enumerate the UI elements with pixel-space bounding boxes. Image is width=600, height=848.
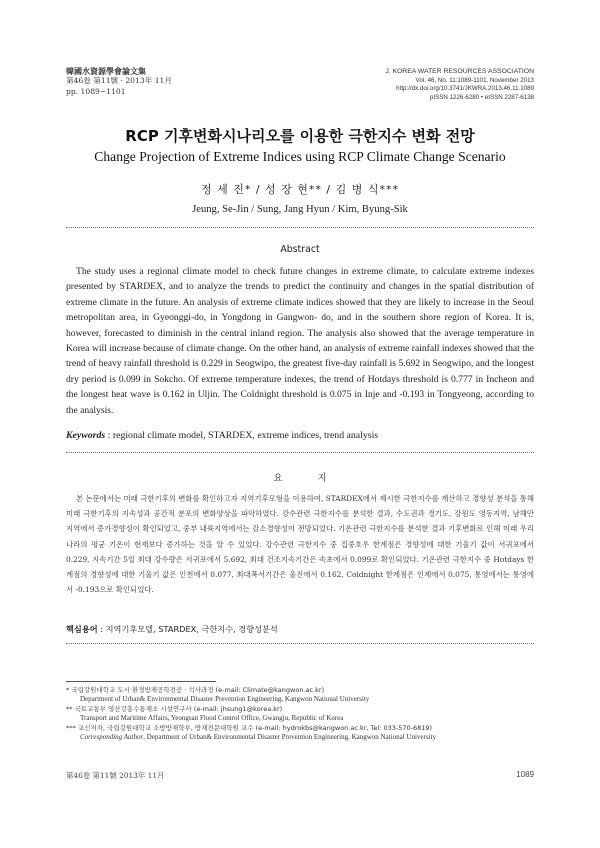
journal-header-right	[385, 68, 534, 102]
footnote-1-ko: * 국립강원대학교 도시·환경방재공학전공 · 석사과정 (e-mail: Climate@kangwon.ac.kr)	[66, 686, 325, 694]
volume-ko: 第46卷 第11號 · 2013年 11月	[66, 76, 172, 86]
keywords-colon: :	[107, 430, 113, 441]
abstract-text: The study uses a regional climate model to check future changes in extreme climate, to calculate extreme indexes presented by STARDEX, and to analyze the trends to predict the continuity and changes in the spatial distribution of extreme climate in the future. An analysis of extreme climate indices showed that they are likely to increase in the Seoul metropolitan area, in Gyeonggi-do, in Yongdong in Gangwon- do, and in the southern shore region of Korea. It is, however, forecasted to diminish in the central inland region. The analysis also showed that the average temperature in Korea will increase because of climate change. On the other hand, an analysis of extreme rainfall indexes showed that the trend of heavy rainfall threshold is 0.229 in Seogwipo, the greatest five-day rainfall is 5.692 in Seogwipo, and the longest dry period is 0.099 in Sokcho. Of extreme temperature indexes, the trend of Hotdays threshold is 0.777 in Incheon and the longest heat wave is 0.162 in Uljin. The Coldnight threshold is 0.075 in Inje and -0.193 in Tongyeong, according to the analysis.	[66, 266, 534, 416]
keywords-ko-label: 핵심용어	[66, 624, 98, 634]
keywords-en	[66, 430, 534, 441]
journal-header-left	[66, 66, 172, 97]
footnote-2-ko: ** 국토교통부 영산강홍수통제소 시설연구사 (e-mail: jhsung1@korea.kr)	[66, 704, 283, 713]
page-range: pp. 1089~1101	[66, 86, 126, 96]
summary-ko-text: 본 논문에서는 미래 극한기후의 변화를 확인하고자 지역기후모형을 이용하여, STARDEX에서 제시한 극한지수를 계산하고 경향성 분석을 통해 미래 극한기후의 지속성과 공간적 분포의 변화양상을 파악하였다. 강수관련 극한지수를 분석한 결과, 수도권과 경기도, 강원도 영동지역, 남해안 지역에서 증가경향성이 확인되었고, 중부 내륙지역에서는 감소경향성이 전망되었다. 기온관련 극한지수를 분석한 결과 기후변화로 인해 미래 우리나라의 평균 기온이 현재보다 증가하는 것을 알 수 있었다. 강수관련 극한지수 중 집중호우 한계점은 경향성에 대한 기울기 값이 서귀포에서 0.229, 지속기간 5일 최대 강수량은 서귀포에서 5.692, 최대 건조지속기간은 속초에서 0.099로 확인되었다. 기온관련 극한지수 중 Hotdays 한계점의 경향성에 대한 기울기 값은 인천에서 0.077, 최대폭서기간은 울진에서 0.162, Coldnight 한계점은 인제에서 0.075, 통영에서는 통영에서 -0.193으로 확인되었다.	[66, 494, 534, 595]
footnote-1-en: Department of Urban& Environmental Disaster Prevention Engineering, Kangwon National University	[80, 695, 370, 704]
footnote-3-affiliation: , Department of Urban& Environmental Disaster Prevention Engineering, Kangwon National University	[143, 733, 436, 742]
journal-name-ko: 韓國水資源學會論文集	[66, 66, 146, 76]
keywords-ko-colon: :	[100, 624, 106, 634]
keywords-text: regional climate model, STARDEX, extreme indices, trend analysis	[112, 430, 379, 441]
issn: pISSN 1226-6280 • eISSN 2287-6138	[430, 93, 534, 101]
footer-volume: 第46卷 第11號 2013年 11月	[66, 771, 165, 780]
divider-abstract	[66, 452, 534, 453]
footnote-2-en: Transport and Maritime Affairs, Yeongsan Flood Control Office, Gwangju, Republic of Korea	[80, 714, 344, 723]
page-number: 1089	[516, 770, 534, 779]
volume-en: Vol. 46, No. 11:1089-1101, November 2013	[415, 76, 534, 84]
footnote-3-ko: *** 교신저자, 국립강원대학교 소방방재학부, 방재전문대학원 교수 (e-mail: hydrokbs@kangwon.ac.kr, Tel: 033-570-6819)	[66, 723, 433, 732]
summary-ko-heading: 요 지	[273, 473, 343, 484]
paper-title-ko: RCP 기후변화시나리오를 이용한 극한지수 변화 전망	[125, 127, 475, 145]
doi-link[interactable]: http://dx.doi.org/10.3741/JKWRA.2013.46.11.1089	[396, 85, 534, 93]
authors-ko: 정 세 진* / 성 장 현** / 김 병 식***	[200, 183, 399, 196]
divider-top	[66, 227, 534, 228]
authors-en: Jeung, Se-Jin / Sung, Jang Hyun / Kim, Byung-Sik	[192, 204, 408, 215]
corresponding-author-label: Corresponding Author	[80, 733, 144, 742]
keywords-ko	[66, 624, 278, 635]
paper-title-en: Change Projection of Extreme Indices using RCP Climate Change Scenario	[94, 149, 506, 164]
keywords-label: Keywords	[66, 430, 106, 441]
journal-name-en: J. KOREA WATER RESOURCES ASSOCIATION	[385, 68, 534, 75]
divider-summary	[66, 643, 534, 644]
footnote-rule	[66, 681, 216, 682]
keywords-ko-text: 지역기후모델, STARDEX, 극한지수, 경향성분석	[105, 624, 278, 634]
abstract-heading: Abstract	[280, 244, 320, 255]
footnote-3-en	[66, 733, 536, 742]
footnotes	[66, 686, 536, 742]
